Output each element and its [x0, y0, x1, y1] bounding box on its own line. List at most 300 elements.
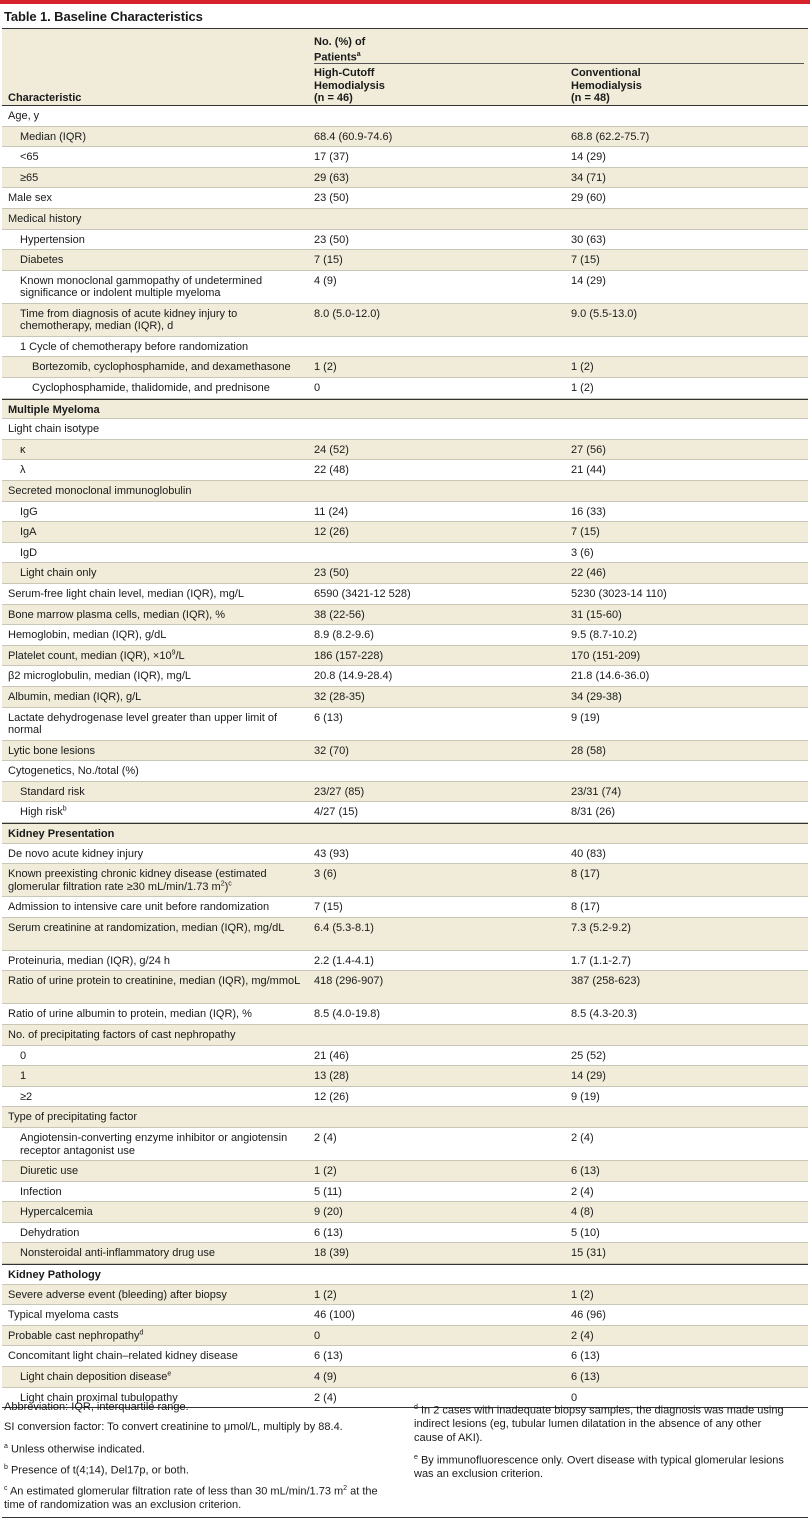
row-label [20, 1371, 302, 1384]
row-label [8, 745, 302, 758]
table-row [2, 460, 808, 481]
header-span-rule [314, 63, 804, 64]
row-label-suffix: ) [224, 880, 229, 893]
header-col1-line3: (n = 46) [314, 92, 353, 104]
cell-high-cutoff: 3 (6) [314, 868, 337, 881]
cell-conventional: 40 (83) [571, 847, 606, 860]
footnote-d-text3: cause of AKI). [414, 1431, 483, 1444]
cell-conventional: 9 (19) [571, 711, 600, 724]
row-label-text: IgA [20, 526, 37, 539]
cell-high-cutoff: 2 (4) [314, 1391, 337, 1404]
footnotes-right [414, 1401, 806, 1482]
cell-conventional: 8/31 (26) [571, 806, 616, 819]
row-label [8, 588, 302, 601]
row-label [20, 1050, 302, 1063]
row-label-text: Diuretic use [20, 1165, 79, 1177]
row-label-text: Serum creatinine at randomization, median (IQR), mg/dL [8, 921, 285, 934]
row-label-text: Ratio of urine albumin to protein, median (IQR), % [8, 1008, 252, 1021]
cell-high-cutoff: 17 (37) [314, 151, 349, 164]
cell-conventional: 1 (2) [571, 361, 594, 374]
row-label [20, 308, 302, 333]
cell-conventional: 9.5 (8.7-10.2) [571, 629, 638, 642]
header-span-sup: a [356, 50, 361, 58]
cell-high-cutoff: 20.8 (14.9-28.4) [314, 670, 393, 683]
table-row [2, 522, 808, 543]
cell-high-cutoff: 13 (28) [314, 1070, 349, 1083]
row-label-text: Hypertension [20, 233, 85, 246]
table-row [2, 440, 808, 461]
row-label-text: Light chain deposition disease [20, 1371, 168, 1383]
row-label-text: Dehydration [20, 1226, 80, 1239]
row-label [20, 234, 302, 247]
footnote-b-text: Presence of t(4;14), Del17p, or both. [10, 1464, 189, 1477]
table-row [2, 1243, 808, 1264]
cell-conventional: 3 (6) [571, 546, 594, 559]
table-row [2, 502, 808, 523]
cell-high-cutoff: 38 (22-56) [314, 608, 365, 621]
header-col2-line2: Hemodialysis [571, 79, 642, 92]
cell-high-cutoff: 32 (70) [314, 744, 349, 757]
row-label [20, 172, 302, 185]
table-row [2, 1182, 808, 1203]
table-row [2, 250, 808, 271]
row-label [8, 1309, 302, 1322]
row-label [8, 650, 302, 663]
cell-conventional: 7 (15) [571, 526, 600, 539]
cell-conventional: 8.5 (4.3-20.3) [571, 1008, 638, 1021]
cell-high-cutoff: 21 (46) [314, 1049, 349, 1062]
table-row [2, 1046, 808, 1067]
table-row [2, 1161, 808, 1182]
row-label-suffix: /L [175, 649, 185, 662]
table-row [2, 666, 808, 687]
row-label-text: λ [20, 464, 26, 477]
cell-high-cutoff: 1 (2) [314, 1288, 337, 1301]
row-label-text: 1 [20, 1070, 27, 1083]
cell-high-cutoff: 8.5 (4.0-19.8) [314, 1008, 381, 1021]
cell-conventional: 170 (151-209) [571, 649, 641, 662]
row-label-text: Male sex [8, 192, 53, 205]
row-label [20, 444, 302, 457]
cell-conventional: 23/31 (74) [571, 785, 622, 798]
cell-high-cutoff: 18 (39) [314, 1247, 349, 1260]
cell-conventional: 6 (13) [571, 1371, 600, 1383]
cell-high-cutoff: 4/27 (15) [314, 806, 359, 819]
header-col-conventional [571, 67, 642, 105]
cell-conventional: 8 (17) [571, 868, 600, 881]
footnotes-left [4, 1401, 396, 1513]
cell-high-cutoff: 1 (2) [314, 1165, 337, 1177]
header-span-text: No. (%) of Patients [314, 36, 366, 64]
row-label-text: Cyclophosphamide, thalidomide, and prednisone [32, 382, 270, 394]
row-label-text: Time from diagnosis of acute kidney injury to chemotherapy, median (IQR), d [20, 307, 238, 333]
section-row [2, 399, 808, 420]
row-label-text: Kidney Presentation [8, 828, 115, 840]
table-row [2, 1128, 808, 1161]
table-row [2, 844, 808, 865]
row-label [20, 341, 302, 354]
cell-high-cutoff: 418 (296-907) [314, 975, 384, 988]
row-label [8, 670, 302, 683]
row-label [8, 922, 302, 935]
table-row [2, 337, 808, 358]
header-col2-line3: (n = 48) [571, 92, 610, 104]
row-label-text: ≥2 [20, 1090, 33, 1103]
row-label [8, 848, 302, 861]
table-row [2, 1223, 808, 1244]
cell-conventional: 22 (46) [571, 567, 606, 580]
cell-conventional: 28 (58) [571, 744, 606, 757]
cell-high-cutoff: 0 [314, 382, 321, 394]
row-label-text: IgD [20, 546, 38, 559]
row-label [8, 1111, 302, 1124]
row-label-text: Known monoclonal gammopathy of undetermined significance or indolent multiple myeloma [20, 274, 263, 300]
cell-conventional: 34 (71) [571, 171, 606, 184]
cell-high-cutoff: 8.0 (5.0-12.0) [314, 307, 381, 320]
cell-high-cutoff: 68.4 (60.9-74.6) [314, 130, 393, 143]
header-col1-line1: High-Cutoff [314, 67, 375, 79]
table-row [2, 1004, 808, 1025]
cell-conventional: 1.7 (1.1-2.7) [571, 954, 631, 967]
cell-high-cutoff: 29 (63) [314, 171, 349, 184]
table-row [2, 802, 808, 823]
table-row [2, 1367, 808, 1388]
row-label-text: Standard risk [20, 785, 85, 798]
row-label-text: Known preexisting chronic kidney disease (estimated glomerular filtration rate ≥30 mL/min/1.73 m [8, 868, 267, 893]
table-row [2, 127, 808, 148]
cell-conventional: 14 (29) [571, 151, 606, 164]
row-label [8, 1330, 302, 1343]
row-label [8, 901, 302, 914]
table-row [2, 106, 808, 127]
cell-conventional: 46 (96) [571, 1309, 606, 1322]
table-row [2, 646, 808, 667]
header-col2-line1: Conventional [571, 67, 641, 79]
table-row [2, 230, 808, 251]
row-label-text: Hemoglobin, median (IQR), g/dL [8, 629, 167, 642]
row-label-text: Ratio of urine protein to creatinine, median (IQR), mg/mmoL [8, 975, 301, 988]
cell-high-cutoff: 6 (13) [314, 711, 343, 724]
row-label [20, 1206, 302, 1219]
cell-conventional: 25 (52) [571, 1049, 606, 1062]
cell-conventional: 16 (33) [571, 505, 606, 518]
cell-conventional: 6 (13) [571, 1350, 600, 1363]
table-row [2, 897, 808, 918]
cell-conventional: 21.8 (14.6-36.0) [571, 670, 650, 683]
row-label-text: β2 microglobulin, median (IQR), mg/L [8, 670, 192, 683]
row-label-footnote: c [228, 880, 232, 888]
row-label-text: Lactate dehydrogenase level greater than upper limit of normal [8, 711, 278, 737]
row-label-text: Type of precipitating factor [8, 1111, 138, 1124]
footnote-d-text1: In 2 cases with inadequate biopsy samples, the diagnosis was made using [420, 1404, 784, 1417]
row-label-text: Probable cast nephropathy [8, 1329, 140, 1342]
table-row [2, 625, 808, 646]
row-label-text: Platelet count, median (IQR), ×10 [8, 649, 172, 662]
table-row [2, 761, 808, 782]
footnote-e-text2: was an exclusion criterion. [414, 1468, 544, 1481]
cell-conventional: 7 (15) [571, 254, 600, 267]
row-label-text: Light chain isotype [8, 423, 100, 436]
cell-conventional: 30 (63) [571, 233, 606, 246]
footnote-c-text1: An estimated glomerular filtration rate of less than 30 mL/min/1.73 m [9, 1485, 344, 1498]
row-label [8, 404, 302, 417]
section-row [2, 1264, 808, 1285]
cell-high-cutoff: 0 [314, 1329, 321, 1342]
cell-high-cutoff: 4 (9) [314, 1371, 337, 1383]
row-label [20, 1227, 302, 1240]
row-label-text: Hypercalcemia [20, 1206, 93, 1219]
cell-conventional: 15 (31) [571, 1247, 606, 1260]
row-label-text: Age, y [8, 110, 40, 122]
row-label [8, 712, 302, 737]
cell-conventional: 2 (4) [571, 1329, 594, 1342]
cell-high-cutoff: 6 (13) [314, 1350, 343, 1363]
cell-high-cutoff: 6 (13) [314, 1226, 343, 1239]
cell-conventional: 6 (13) [571, 1165, 600, 1177]
row-label [20, 1132, 302, 1157]
row-label-text: ≥65 [20, 171, 39, 184]
cell-high-cutoff: 2 (4) [314, 1132, 337, 1144]
footnote-c-sup: 2 [343, 1485, 348, 1493]
row-label-sup: b [62, 805, 67, 813]
cell-high-cutoff: 12 (26) [314, 526, 349, 539]
row-label-text: Nonsteroidal anti-inflammatory drug use [20, 1247, 216, 1260]
cell-high-cutoff: 32 (28-35) [314, 691, 365, 703]
cell-high-cutoff: 46 (100) [314, 1309, 355, 1322]
cell-high-cutoff: 4 (9) [314, 274, 337, 287]
row-label [8, 423, 302, 436]
footnote-d-text2: indirect lesions (eg, tubular lumen dilatation in the absence of any other [414, 1418, 762, 1431]
row-label-sup: 2 [220, 880, 225, 888]
cell-high-cutoff: 7 (15) [314, 901, 343, 914]
table-row [2, 708, 808, 741]
row-label [8, 828, 302, 841]
row-label-text: High risk [20, 806, 63, 819]
table-row [2, 147, 808, 168]
cell-conventional: 4 (8) [571, 1206, 594, 1219]
row-label [8, 1289, 302, 1302]
table-row [2, 1107, 808, 1128]
cell-conventional: 21 (44) [571, 464, 606, 477]
row-label [8, 868, 302, 893]
cell-high-cutoff: 6.4 (5.3-8.1) [314, 921, 374, 934]
row-label [8, 192, 302, 205]
row-label-text: Albumin, median (IQR), g/L [8, 691, 142, 703]
row-label-text: Concomitant light chain–related kidney disease [8, 1350, 238, 1363]
table-row [2, 419, 808, 440]
cell-conventional: 8 (17) [571, 901, 600, 914]
table-row [2, 188, 808, 209]
row-label-text: Light chain proximal tubulopathy [20, 1391, 178, 1404]
row-label-text: Angiotensin-converting enzyme inhibitor or angiotensin receptor antagonist use [20, 1132, 288, 1157]
row-label-text: No. of precipitating factors of cast nephropathy [8, 1029, 236, 1041]
table-row [2, 1285, 808, 1306]
cell-conventional: 34 (29-38) [571, 691, 622, 703]
footnote-c: $^c$ An estimated glomerular filtration rate of less than 30 mL/min/1.73 $m^2$ at the time of randomization was an exclusion criterion. [4, 1485, 378, 1512]
row-label [8, 955, 302, 968]
table-title: Table 1. Baseline Characteristics [4, 9, 203, 24]
cell-high-cutoff: 7 (15) [314, 254, 343, 267]
row-label-text: IgG [20, 505, 38, 518]
footnote-a: $^a$ Unless otherwise indicated. [4, 1443, 145, 1456]
cell-high-cutoff: 5 (11) [314, 1185, 342, 1198]
cell-high-cutoff: 22 (48) [314, 464, 349, 477]
footnote-d: $^d$ In 2 cases with inadequate biopsy samples, the diagnosis was made using indirect lesions (eg, tubular lumen dilatation in the absence of any other cause of AKI). [414, 1404, 784, 1444]
row-label [8, 691, 302, 704]
cell-high-cutoff: 23 (50) [314, 567, 349, 580]
cell-conventional: 5 (10) [571, 1226, 600, 1239]
row-label-sup: 9 [171, 649, 176, 657]
row-label-text: <65 [20, 151, 39, 164]
table-row [2, 864, 808, 897]
footnote-b: $^b$ Presence of t(4;14), Del17p, or both. [4, 1464, 189, 1477]
row-label [8, 110, 302, 123]
table-row [2, 1202, 808, 1223]
header-span-label [314, 36, 365, 64]
row-label-text: De novo acute kidney injury [8, 847, 144, 860]
row-label-text: Typical myeloma casts [8, 1309, 119, 1322]
row-label-text: Median (IQR) [20, 130, 87, 143]
row-label [32, 361, 302, 374]
cell-conventional: 9.0 (5.5-13.0) [571, 307, 638, 320]
cell-high-cutoff: 43 (93) [314, 847, 349, 860]
footnote-a-text: Unless otherwise indicated. [10, 1443, 145, 1456]
table-row [2, 543, 808, 564]
table-row [2, 209, 808, 230]
table-row [2, 168, 808, 189]
row-label-text: Secreted monoclonal immunoglobulin [8, 485, 192, 497]
row-label-text: Multiple Myeloma [8, 403, 100, 416]
row-label-text: Admission to intensive care unit before randomization [8, 901, 270, 914]
row-label [20, 567, 302, 580]
row-label [20, 506, 302, 519]
row-label [20, 1247, 302, 1260]
row-label [20, 1165, 302, 1178]
row-label [20, 254, 302, 267]
row-label [20, 275, 302, 300]
header-col1-line2: Hemodialysis [314, 79, 385, 92]
row-label [20, 547, 302, 560]
cell-conventional: 0 [571, 1391, 578, 1404]
table-row [2, 304, 808, 337]
row-label [8, 213, 302, 226]
cell-high-cutoff: 186 (157-228) [314, 649, 384, 662]
top-accent-bar [0, 0, 810, 4]
row-label-text: 0 [20, 1049, 27, 1062]
row-label-text: Medical history [8, 213, 82, 225]
table-row [2, 584, 808, 605]
row-label [8, 629, 302, 642]
row-label [20, 131, 302, 144]
cell-conventional: 9 (19) [571, 1090, 600, 1103]
cell-conventional: 2 (4) [571, 1185, 594, 1198]
cell-conventional: 1 (2) [571, 382, 594, 394]
row-label-text: Diabetes [20, 254, 64, 267]
table-row [2, 971, 808, 1004]
footer-rule [2, 1517, 808, 1518]
cell-high-cutoff: 24 (52) [314, 443, 349, 456]
row-label [8, 485, 302, 498]
footnote-c-text3: time of randomization was an exclusion criterion. [4, 1499, 242, 1512]
row-label-text: Infection [20, 1185, 62, 1198]
row-label-text: 1 Cycle of chemotherapy before randomization [20, 340, 249, 353]
row-label [20, 526, 302, 539]
row-label-text: Light chain only [20, 567, 97, 580]
cell-conventional: 5230 (3023-14 110) [571, 588, 667, 600]
cell-high-cutoff: 1 (2) [314, 361, 337, 374]
row-label [8, 1029, 302, 1042]
table-row [2, 951, 808, 972]
cell-high-cutoff: 23 (50) [314, 233, 349, 246]
cell-conventional: 387 (258-623) [571, 975, 641, 988]
cell-conventional: 68.8 (62.2-75.7) [571, 130, 650, 143]
row-label-text: Kidney Pathology [8, 1269, 101, 1281]
row-label [20, 806, 302, 819]
table-header [2, 29, 808, 106]
cell-conventional: 7.3 (5.2-9.2) [571, 921, 631, 934]
row-label [20, 1091, 302, 1104]
footnote-e-text1: By immunofluorescence only. Overt disease with typical glomerular lesions [420, 1454, 784, 1467]
row-label [20, 786, 302, 799]
table-row [2, 741, 808, 762]
header-col-high-cutoff [314, 67, 385, 105]
row-label [8, 765, 302, 778]
footnote-e: $^e$ By immunofluorescence only. Overt disease with typical glomerular lesions was an exclusion criterion. [414, 1454, 784, 1481]
table-row [2, 563, 808, 584]
row-label-text: Bortezomib, cyclophosphamide, and dexamethasone [32, 361, 291, 374]
row-label-text: Lytic bone lesions [8, 744, 96, 757]
cell-high-cutoff: 23/27 (85) [314, 785, 365, 798]
table-row [2, 378, 808, 399]
row-label [8, 1008, 302, 1021]
cell-high-cutoff: 8.9 (8.2-9.6) [314, 629, 374, 642]
row-label [8, 1350, 302, 1363]
footnote-abbreviation: Abbreviation: IQR, interquartile range. [4, 1401, 189, 1413]
table-row [2, 271, 808, 304]
cell-high-cutoff: 2.2 (1.4-4.1) [314, 954, 374, 967]
footnote-c-text2: at the [347, 1485, 378, 1498]
row-label [32, 382, 302, 395]
cell-conventional: 29 (60) [571, 192, 606, 205]
cell-conventional: 1 (2) [571, 1288, 594, 1301]
section-row [2, 823, 808, 844]
table-row [2, 782, 808, 803]
cell-high-cutoff: 9 (20) [314, 1206, 343, 1219]
table-row [2, 481, 808, 502]
row-label-sup: d [139, 1329, 144, 1337]
table-row [2, 1346, 808, 1367]
row-label [20, 1186, 302, 1199]
cell-high-cutoff: 12 (26) [314, 1090, 349, 1103]
row-label-text: Bone marrow plasma cells, median (IQR), % [8, 608, 226, 621]
row-label [8, 609, 302, 622]
cell-conventional: 2 (4) [571, 1132, 594, 1144]
row-label-sup: e [167, 1370, 172, 1378]
row-label-text: κ [20, 443, 26, 456]
row-label-text: Serum-free light chain level, median (IQR), mg/L [8, 588, 244, 600]
table-row [2, 605, 808, 626]
cell-conventional: 31 (15-60) [571, 608, 622, 621]
footnote-si: SI conversion factor: To convert creatinine to μmol/L, multiply by 88.4. [4, 1420, 343, 1433]
header-characteristic: Characteristic [8, 92, 82, 104]
cell-high-cutoff: 6590 (3421-12 528) [314, 588, 411, 600]
table-row [2, 357, 808, 378]
row-label-text: Proteinuria, median (IQR), g/24 h [8, 954, 171, 967]
cell-high-cutoff: 23 (50) [314, 192, 349, 205]
cell-conventional: 14 (29) [571, 274, 606, 287]
row-label [20, 151, 302, 164]
table-row [2, 687, 808, 708]
